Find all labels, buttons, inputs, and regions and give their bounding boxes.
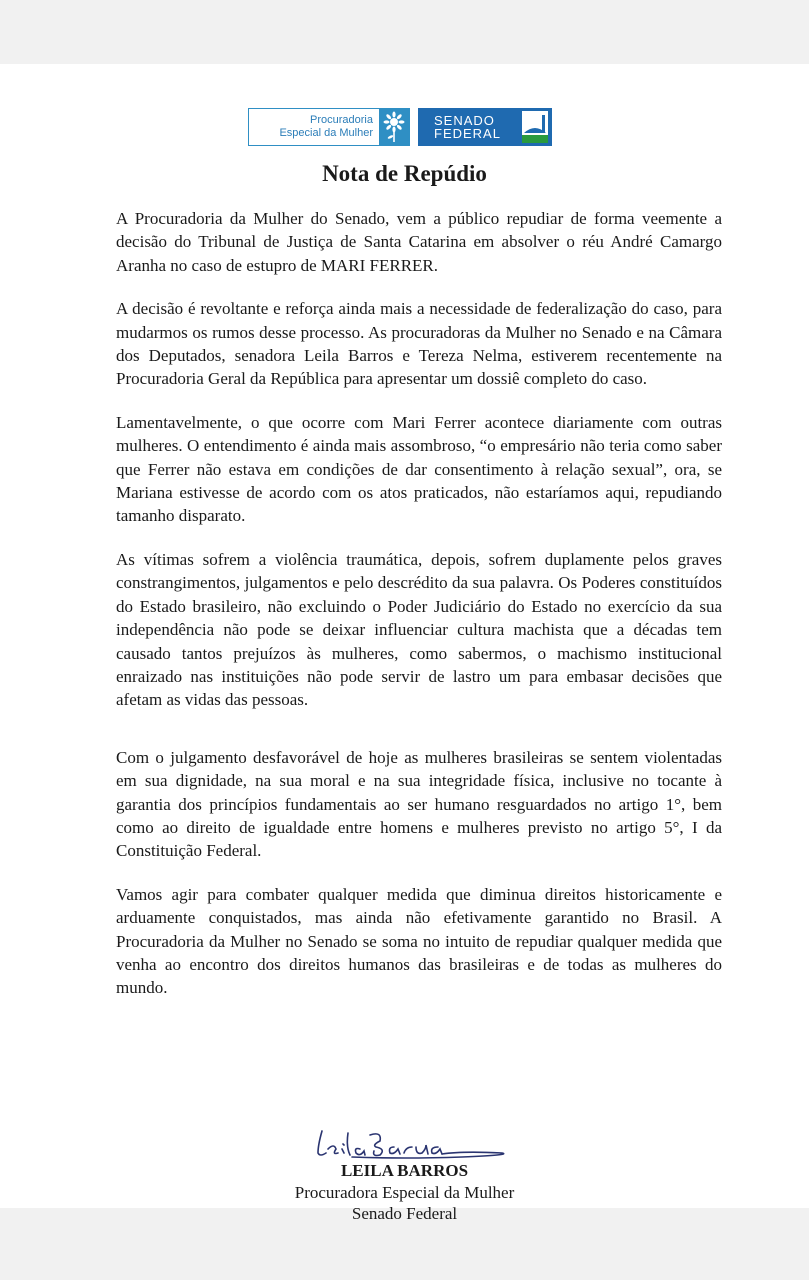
flower-icon [379,108,409,146]
senado-building-icon [522,111,548,143]
document-body [116,207,722,1020]
procuradoria-logo-text [249,114,379,140]
document-page [0,64,809,1223]
document-title: Nota de Repúdio [322,161,487,186]
signature-block [0,1160,809,1225]
header-logos [248,108,552,148]
paragraph-4: As vítimas sofrem a violência traumática, depois, sofrem duplamente pelos graves constrangimentos, julgamentos e pelo descrédito da sua palavra. Os Poderes constituídos do Estado brasileiro, não excluindo o Poder Judiciário do Estado no exercício da sua independência não pode se deixar influenciar cultura machista que a décadas tem causado tantos prejuízos às mulheres, como sabermos, o machismo institucional enraizado nas instituições não pode servir de lastro um para embasar decisões que afetam as vidas das pessoas. [116,549,722,710]
procuradoria-logo-line2: Especial da Mulher [279,127,373,139]
handwritten-signature [312,1127,522,1163]
senado-logo [418,108,552,146]
paragraph-5: Com o julgamento desfavorável de hoje as mulheres brasileiras se sentem violentadas em sua dignidade, na sua moral e na sua integridade física, inclusive no tocante à garantia dos princípios fundamentais ao ser humano resguardados no artigo 1°, bem como ao direito de igualdade entre homens e mulheres previsto no artigo 5°, I da Constituição Federal. [116,747,722,861]
signatory-institution: Senado Federal [351,1204,458,1223]
procuradoria-logo [248,108,410,146]
signatory-name: LEILA BARROS [340,1161,469,1180]
paragraph-2: A decisão é revoltante e reforça ainda mais a necessidade de federalização do caso, para mudarmos os rumos desse processo. As procuradoras da Mulher no Senado e na Câmara dos Deputados, senadora Leila Barros e Tereza Nelma, estiverem recentemente na Procuradoria Geral da República para apresentar um dossiê completo do caso. [116,299,722,389]
signatory-role: Procuradora Especial da Mulher [294,1182,515,1202]
senado-logo-line2: FEDERAL [434,126,501,141]
paragraph-6: Vamos agir para combater qualquer medida que diminua direitos historicamente e arduamente conquistados, mas ainda não efetivamente garantido no Brasil. A Procuradoria da Mulher no Senado se soma no intuito de repudiar qualquer medida que venha ao encontro dos direitos humanos das brasileiras e de todas as mulheres do mundo. [116,884,722,998]
senado-logo-line1: SENADO [434,113,495,128]
senado-logo-text [418,114,526,140]
procuradoria-logo-line1: Procuradoria [310,114,373,126]
paragraph-1: A Procuradoria da Mulher do Senado, vem a público repudiar de forma veemente a decisão do Tribunal de Justiça de Santa Catarina em absolver o réu André Camargo Aranha no caso de estupro de MARI FERRER. [116,209,722,275]
paragraph-3: Lamentavelmente, o que ocorre com Mari Ferrer acontece diariamente com outras mulheres. O entendimento é ainda mais assombroso, “o empresário não teria como saber que Ferrer não estava em condições de dar consentimento à relação sexual”, ora, se Mariana estivesse de acordo com os atos praticados, não estaríamos aqui, repudiando tamanho disparato. [116,412,722,526]
